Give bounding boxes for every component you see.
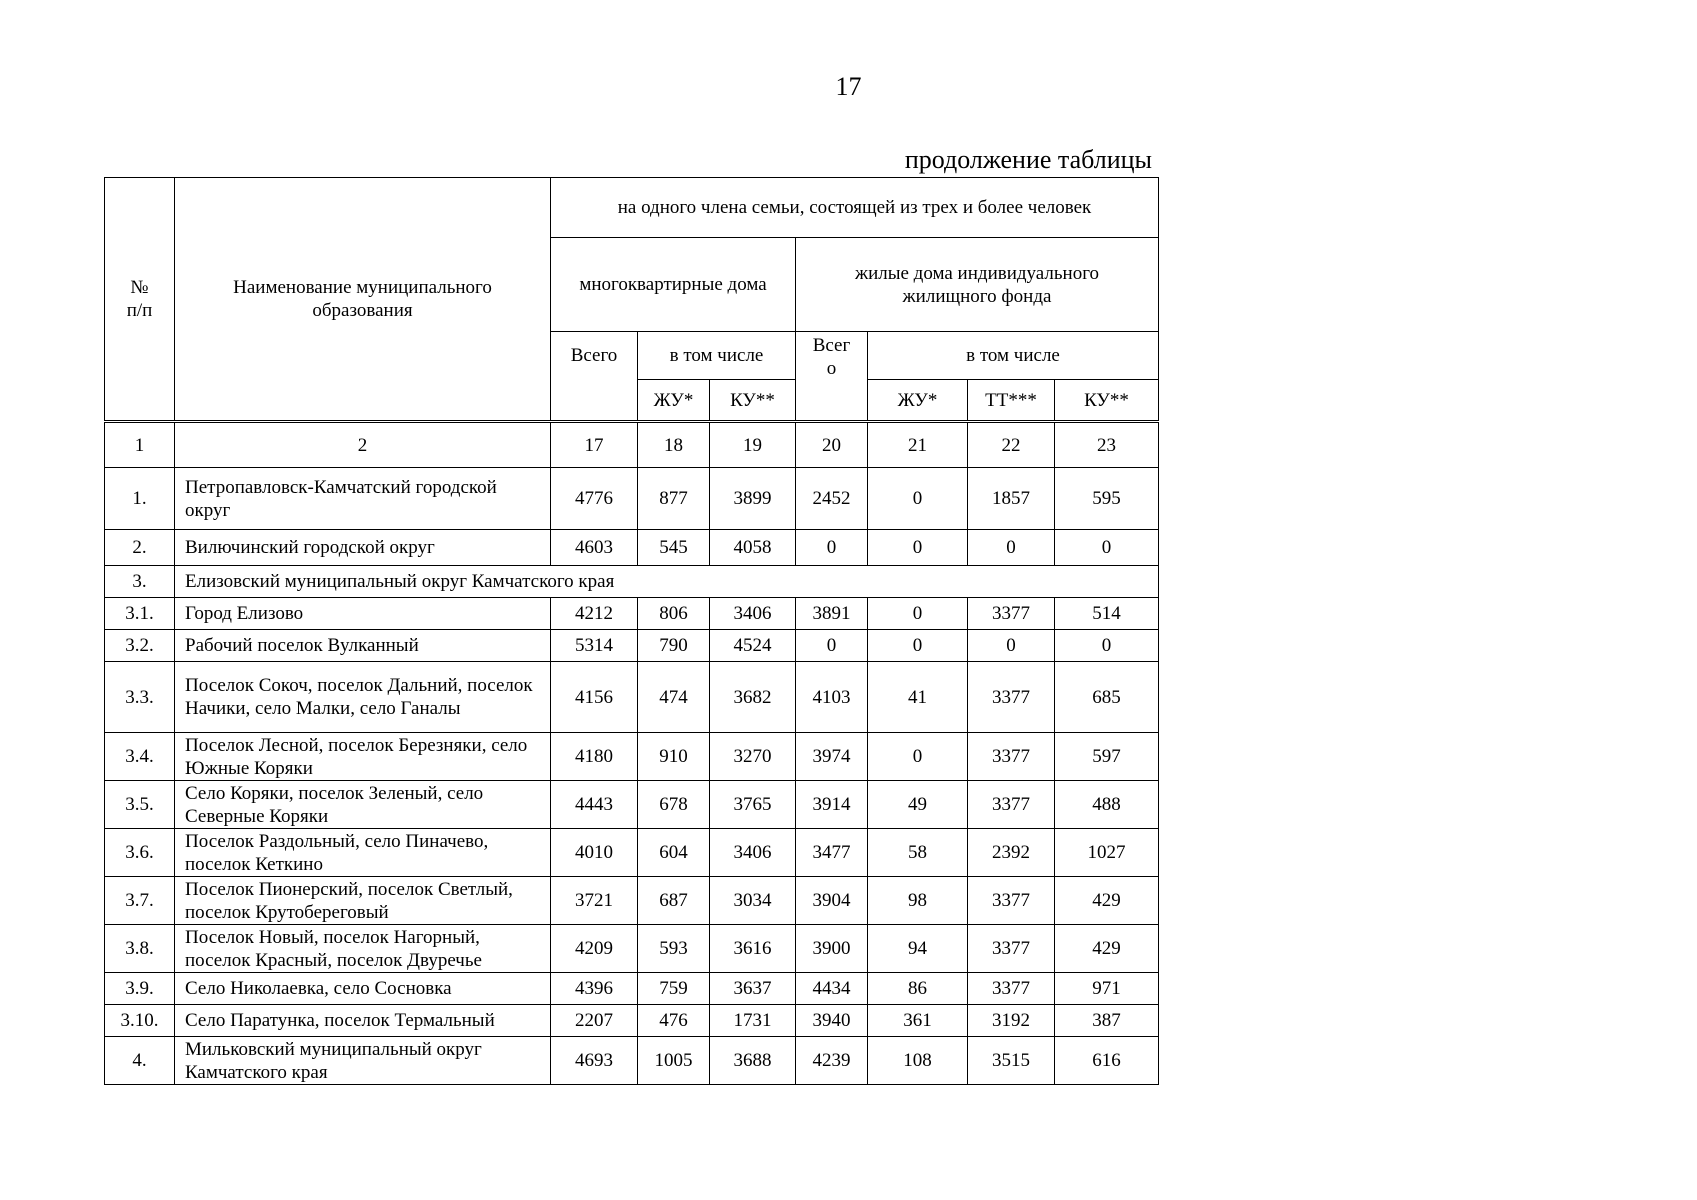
table-row xyxy=(105,530,1159,566)
value-cell: 429 xyxy=(1055,925,1159,973)
municipality-name-cell: Поселок Лесной, поселок Березняки, село Южные Коряки xyxy=(175,733,551,781)
value-cell: 0 xyxy=(868,630,968,662)
value-cell: 0 xyxy=(968,530,1055,566)
value-cell: 4103 xyxy=(796,662,868,733)
value-cell: 3377 xyxy=(968,662,1055,733)
value-cell: 4776 xyxy=(551,468,638,530)
value-cell: 790 xyxy=(638,630,710,662)
row-number-cell: 3.2. xyxy=(105,630,175,662)
value-cell: 0 xyxy=(968,630,1055,662)
value-cell: 3270 xyxy=(710,733,796,781)
row-number-cell: 3.3. xyxy=(105,662,175,733)
header-tt: ТТ*** xyxy=(968,380,1055,422)
data-table xyxy=(104,177,1159,1085)
value-cell: 2392 xyxy=(968,829,1055,877)
page-number: 17 xyxy=(835,72,862,101)
row-number-cell: 3.7. xyxy=(105,877,175,925)
municipality-name-cell: Поселок Пионерский, поселок Светлый, поселок Крутобереговый xyxy=(175,877,551,925)
municipality-name-cell: Село Паратунка, поселок Термальный xyxy=(175,1005,551,1037)
table-row xyxy=(105,1037,1159,1085)
municipality-name-cell: Петропавловск-Камчатский городской округ xyxy=(175,468,551,530)
value-cell: 687 xyxy=(638,877,710,925)
value-cell: 361 xyxy=(868,1005,968,1037)
value-cell: 678 xyxy=(638,781,710,829)
value-cell: 4603 xyxy=(551,530,638,566)
value-cell: 2207 xyxy=(551,1005,638,1037)
value-cell: 2452 xyxy=(796,468,868,530)
row-number-cell: 3.5. xyxy=(105,781,175,829)
table-row xyxy=(105,1005,1159,1037)
value-cell: 514 xyxy=(1055,598,1159,630)
value-cell: 806 xyxy=(638,598,710,630)
column-number-cell: 19 xyxy=(710,422,796,468)
value-cell: 488 xyxy=(1055,781,1159,829)
header-num: № п/п xyxy=(105,178,175,422)
value-cell: 0 xyxy=(796,630,868,662)
row-number-cell: 2. xyxy=(105,530,175,566)
value-cell: 971 xyxy=(1055,973,1159,1005)
value-cell: 3377 xyxy=(968,973,1055,1005)
value-cell: 3406 xyxy=(710,598,796,630)
value-cell: 1731 xyxy=(710,1005,796,1037)
column-number-cell: 21 xyxy=(868,422,968,468)
header-individual-including: в том числе xyxy=(868,332,1159,380)
value-cell: 759 xyxy=(638,973,710,1005)
value-cell: 3765 xyxy=(710,781,796,829)
value-cell: 3891 xyxy=(796,598,868,630)
header-individual: жилые дома индивидуального жилищного фонда xyxy=(796,238,1159,332)
value-cell: 41 xyxy=(868,662,968,733)
municipality-name-cell: Вилючинский городской округ xyxy=(175,530,551,566)
header-individual-total: Всег о xyxy=(796,332,868,422)
value-cell: 4524 xyxy=(710,630,796,662)
value-cell: 1005 xyxy=(638,1037,710,1085)
row-number-cell: 3.1. xyxy=(105,598,175,630)
municipality-name-cell: Мильковский муниципальный округ Камчатского края xyxy=(175,1037,551,1085)
value-cell: 685 xyxy=(1055,662,1159,733)
row-number-cell: 3.4. xyxy=(105,733,175,781)
continuation-label: продолжение таблицы xyxy=(904,145,1152,174)
value-cell: 0 xyxy=(868,733,968,781)
column-number-cell: 18 xyxy=(638,422,710,468)
value-cell: 595 xyxy=(1055,468,1159,530)
value-cell: 3477 xyxy=(796,829,868,877)
value-cell: 3377 xyxy=(968,598,1055,630)
value-cell: 4443 xyxy=(551,781,638,829)
municipality-name-cell: Село Коряки, поселок Зеленый, село Северные Коряки xyxy=(175,781,551,829)
value-cell: 3616 xyxy=(710,925,796,973)
municipality-name-cell: Поселок Раздольный, село Пиначево, поселок Кеткино xyxy=(175,829,551,877)
value-cell: 4209 xyxy=(551,925,638,973)
value-cell: 1027 xyxy=(1055,829,1159,877)
row-number-cell: 3.8. xyxy=(105,925,175,973)
value-cell: 0 xyxy=(1055,630,1159,662)
table-row xyxy=(105,598,1159,630)
value-cell: 3688 xyxy=(710,1037,796,1085)
municipality-name-cell: Поселок Сокоч, поселок Дальний, поселок Начики, село Малки, село Ганалы xyxy=(175,662,551,733)
value-cell: 5314 xyxy=(551,630,638,662)
row-number-cell: 3. xyxy=(105,566,175,598)
table-row xyxy=(105,781,1159,829)
value-cell: 3377 xyxy=(968,877,1055,925)
column-number-cell: 22 xyxy=(968,422,1055,468)
value-cell: 4156 xyxy=(551,662,638,733)
table-row xyxy=(105,468,1159,530)
value-cell: 4693 xyxy=(551,1037,638,1085)
table-row xyxy=(105,829,1159,877)
header-zhu: ЖУ* xyxy=(868,380,968,422)
column-number-row xyxy=(105,422,1159,468)
row-number-cell: 3.6. xyxy=(105,829,175,877)
municipality-name-cell: Поселок Новый, поселок Нагорный, поселок Красный, поселок Двуречье xyxy=(175,925,551,973)
column-number-cell: 1 xyxy=(105,422,175,468)
value-cell: 4434 xyxy=(796,973,868,1005)
value-cell: 3377 xyxy=(968,781,1055,829)
header-group: на одного члена семьи, состоящей из трех и более человек xyxy=(551,178,1159,238)
value-cell: 545 xyxy=(638,530,710,566)
value-cell: 3974 xyxy=(796,733,868,781)
value-cell: 1857 xyxy=(968,468,1055,530)
header-name: Наименование муниципального образования xyxy=(175,178,551,422)
value-cell: 3377 xyxy=(968,733,1055,781)
value-cell: 3515 xyxy=(968,1037,1055,1085)
value-cell: 3406 xyxy=(710,829,796,877)
value-cell: 4212 xyxy=(551,598,638,630)
municipality-name-cell: Город Елизово xyxy=(175,598,551,630)
header-apartments-including: в том числе xyxy=(638,332,796,380)
value-cell: 877 xyxy=(638,468,710,530)
value-cell: 3637 xyxy=(710,973,796,1005)
value-cell: 4010 xyxy=(551,829,638,877)
value-cell: 429 xyxy=(1055,877,1159,925)
value-cell: 3034 xyxy=(710,877,796,925)
value-cell: 49 xyxy=(868,781,968,829)
value-cell: 616 xyxy=(1055,1037,1159,1085)
table-row xyxy=(105,877,1159,925)
value-cell: 108 xyxy=(868,1037,968,1085)
value-cell: 3904 xyxy=(796,877,868,925)
value-cell: 3900 xyxy=(796,925,868,973)
value-cell: 604 xyxy=(638,829,710,877)
value-cell: 597 xyxy=(1055,733,1159,781)
table-row xyxy=(105,733,1159,781)
column-number-cell: 23 xyxy=(1055,422,1159,468)
table-row xyxy=(105,973,1159,1005)
value-cell: 3377 xyxy=(968,925,1055,973)
value-cell: 4396 xyxy=(551,973,638,1005)
value-cell: 0 xyxy=(796,530,868,566)
value-cell: 3899 xyxy=(710,468,796,530)
row-number-cell: 4. xyxy=(105,1037,175,1085)
header-zhu: ЖУ* xyxy=(638,380,710,422)
header-ku: КУ** xyxy=(1055,380,1159,422)
row-number-cell: 3.10. xyxy=(105,1005,175,1037)
value-cell: 0 xyxy=(868,530,968,566)
row-number-cell: 1. xyxy=(105,468,175,530)
value-cell: 4180 xyxy=(551,733,638,781)
value-cell: 3721 xyxy=(551,877,638,925)
value-cell: 3940 xyxy=(796,1005,868,1037)
header-apartments-total: Всего xyxy=(551,332,638,422)
value-cell: 86 xyxy=(868,973,968,1005)
table-row xyxy=(105,566,1159,598)
value-cell: 476 xyxy=(638,1005,710,1037)
value-cell: 474 xyxy=(638,662,710,733)
value-cell: 3914 xyxy=(796,781,868,829)
column-number-cell: 17 xyxy=(551,422,638,468)
value-cell: 0 xyxy=(868,468,968,530)
value-cell: 910 xyxy=(638,733,710,781)
value-cell: 0 xyxy=(1055,530,1159,566)
header-ku: КУ** xyxy=(710,380,796,422)
value-cell: 58 xyxy=(868,829,968,877)
value-cell: 0 xyxy=(868,598,968,630)
table-row xyxy=(105,630,1159,662)
value-cell: 4058 xyxy=(710,530,796,566)
row-number-cell: 3.9. xyxy=(105,973,175,1005)
column-number-cell: 2 xyxy=(175,422,551,468)
section-name-cell: Елизовский муниципальный округ Камчатского края xyxy=(175,566,1159,598)
municipality-name-cell: Село Николаевка, село Сосновка xyxy=(175,973,551,1005)
value-cell: 387 xyxy=(1055,1005,1159,1037)
value-cell: 4239 xyxy=(796,1037,868,1085)
value-cell: 3192 xyxy=(968,1005,1055,1037)
value-cell: 94 xyxy=(868,925,968,973)
header-apartments: многоквартирные дома xyxy=(551,238,796,332)
column-number-cell: 20 xyxy=(796,422,868,468)
table-row xyxy=(105,925,1159,973)
value-cell: 593 xyxy=(638,925,710,973)
table-row xyxy=(105,662,1159,733)
municipality-name-cell: Рабочий поселок Вулканный xyxy=(175,630,551,662)
value-cell: 3682 xyxy=(710,662,796,733)
value-cell: 98 xyxy=(868,877,968,925)
